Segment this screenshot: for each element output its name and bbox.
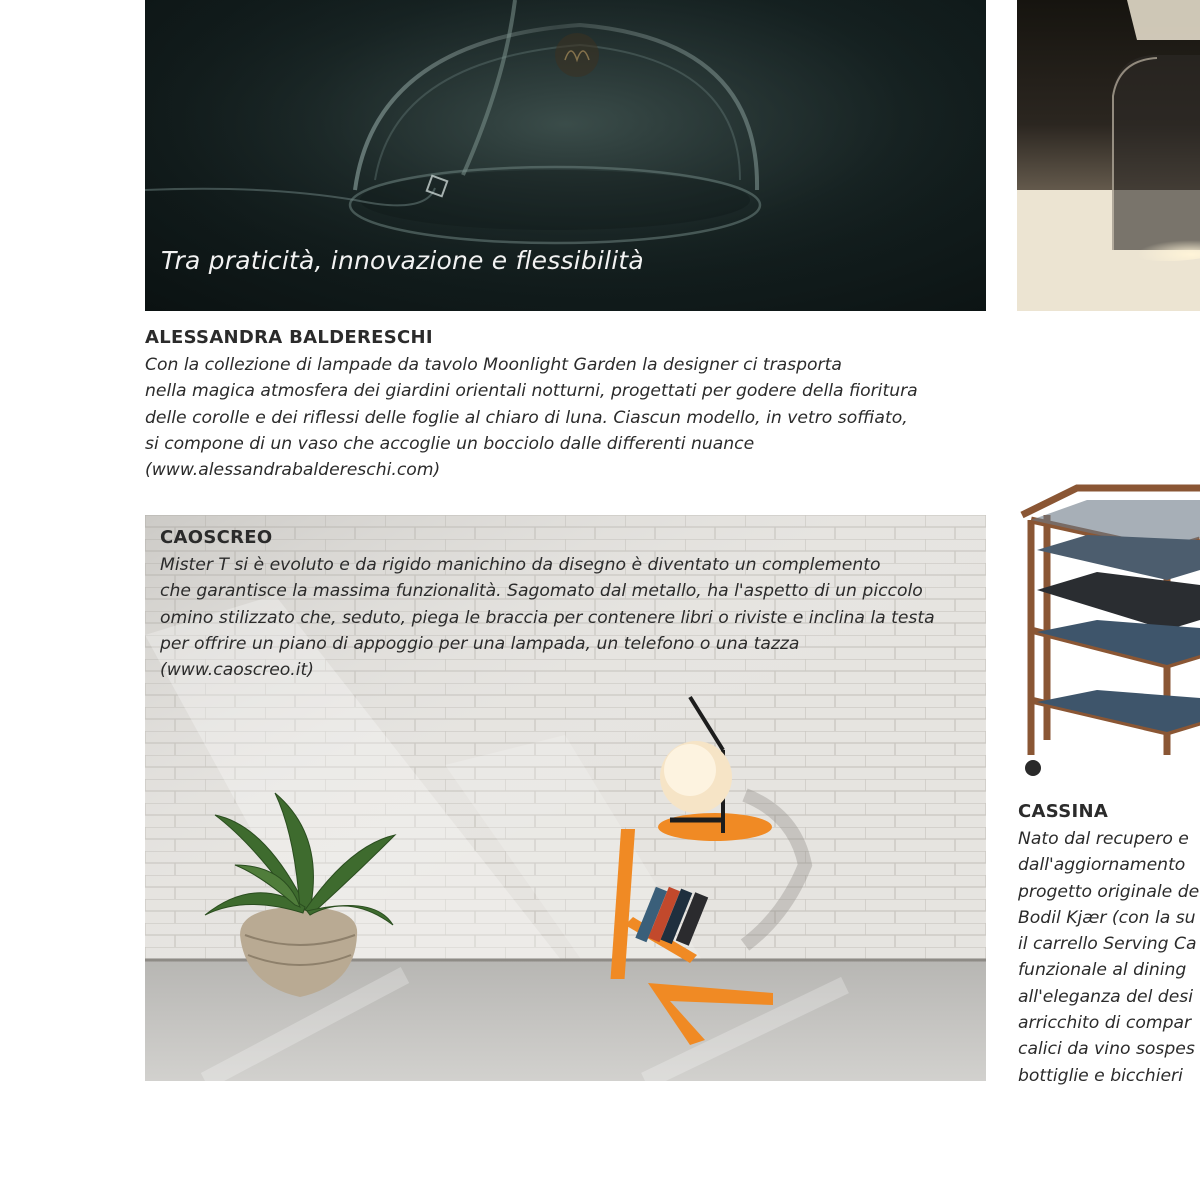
serving-cart-illustration: [1017, 460, 1200, 790]
brand-heading-cassina: CASSINA: [1018, 801, 1109, 822]
text-line: per offrire un piano di appoggio per una lampada, un telefono o una tazza: [160, 633, 800, 654]
text-line: Nato dal recupero e: [1018, 829, 1189, 849]
text-line: delle corolle e dei riflessi delle foglie al chiaro di luna. Ciascun modello, in vetro soffiato,: [145, 407, 908, 428]
text-line: all'eleganza del desi: [1018, 986, 1194, 1007]
text-line: Mister T si è evoluto e da rigido manichino da disegno è diventato un complemento: [160, 555, 881, 575]
text-line: omino stilizzato che, seduto, piega le braccia per contenere libri o riviste e inclina la testa: [160, 607, 935, 628]
text-line: il carrello Serving Ca: [1018, 934, 1197, 955]
body-text-caoscreo: [160, 552, 935, 683]
text-line: calici da vino sospes: [1018, 1039, 1195, 1060]
text-line: dall'aggiornamento: [1018, 855, 1186, 876]
text-line: nella magica atmosfera dei giardini orientali notturni, progettati per godere della fioritura: [145, 381, 918, 402]
text-line: (www.caoscreo.it): [160, 660, 314, 681]
bell-jar-lamp-photo: [1017, 0, 1200, 311]
text-line: si compone di un vaso che accoglie un bocciolo dalle differenti nuance: [145, 433, 755, 454]
text-line: (www.alessandrabaldereschi.com): [145, 460, 441, 481]
photo-caption: Tra praticità, innovazione e flessibilità: [161, 246, 644, 275]
brand-heading-baldereschi: ALESSANDRA BALDERESCHI: [145, 327, 433, 348]
bell-jar-illustration: [1017, 0, 1200, 311]
text-line: Con la collezione di lampade da tavolo Moonlight Garden la designer ci trasporta: [145, 355, 842, 375]
moonlight-garden-lamp-photo: [145, 0, 986, 311]
body-text-baldereschi: [145, 352, 918, 483]
text-line: Bodil Kjær (con la su: [1018, 907, 1196, 928]
text-line: che garantisce la massima funzionalità. Sagomato dal metallo, ha l'aspetto di un piccolo: [160, 581, 923, 602]
body-text-cassina: [1018, 826, 1200, 1089]
text-line: funzionale al dining: [1018, 960, 1187, 981]
text-line: progetto originale de: [1018, 881, 1200, 902]
mister-t-table-photo: [145, 515, 986, 1081]
text-line: arricchito di compar: [1018, 1013, 1192, 1034]
text-line: bottiglie e bicchieri: [1018, 1065, 1183, 1086]
serving-cart-photo: [1017, 460, 1200, 790]
brand-heading-caoscreo: CAOSCREO: [160, 527, 273, 548]
